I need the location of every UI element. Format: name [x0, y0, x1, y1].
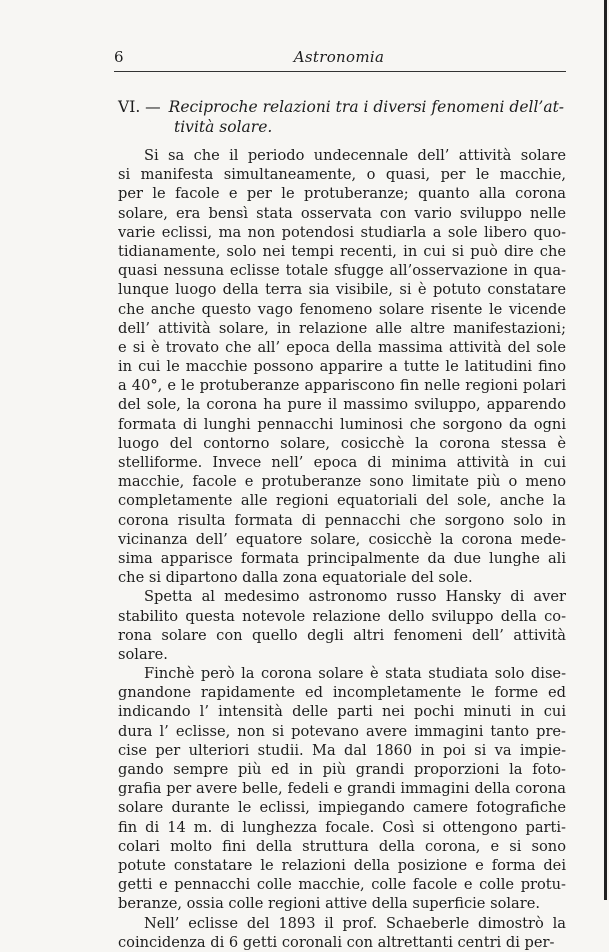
section-number: VI. —: [118, 98, 161, 116]
text-line: stabilito questa notevole relazione dello sviluppo della co-: [118, 607, 566, 625]
text-line: si manifesta simultaneamente, o quasi, per le macchie,: [118, 166, 566, 184]
text-line: che anche questo vago fenomeno solare risente le vicende: [118, 300, 566, 318]
text-line: beranze, ossia colle regioni attive della superficie solare.: [118, 895, 540, 913]
text-line: gnandone rapidamente ed incompletamente le forme ed: [118, 684, 566, 702]
text-line: dell’ attività solare, in relazione alle altre manifestazioni;: [118, 319, 566, 337]
text-line: macchie, facole e protuberanze sono limitate più o meno: [118, 473, 566, 491]
text-line: del sole, la corona ha pure il massimo sviluppo, apparendo: [118, 396, 566, 414]
text-line: colari molto fini della struttura della corona, e si sono: [118, 837, 566, 855]
section-heading: [118, 97, 566, 137]
text-line: che si dipartono dalla zona equatoriale del sole.: [118, 569, 473, 587]
text-line: e si è trovato che all’ epoca della massima attività del sole: [118, 338, 566, 356]
text-line: formata di lunghi pennacchi luminosi che sorgono da ogni: [118, 415, 566, 433]
text-line: completamente alle regioni equatoriali del sole, anche la: [118, 492, 566, 510]
text-line: gando sempre più ed in più grandi proporzioni la foto-: [118, 761, 566, 778]
text-line: vicinanza dell’ equatore solare, cosicchè la corona mede-: [118, 530, 566, 548]
text-line: a 40°, e le protuberanze appariscono fin nelle regioni polari: [118, 377, 566, 395]
paragraph: [118, 914, 566, 952]
text-line: Nell’ eclisse del 1893 il prof. Schaeberle dimostrò la: [144, 914, 566, 932]
paragraph: [118, 664, 566, 913]
paragraph: [118, 587, 566, 664]
page-edge: [604, 0, 607, 900]
text-line: sima apparisce formata principalmente da due lunghe ali: [118, 549, 566, 567]
text-line: potute constatare le relazioni della posizione e forma dei: [118, 856, 566, 874]
text-line: per le facole e per le protuberanze; quanto alla corona: [118, 185, 566, 203]
text-line: solare, era bensì stata osservata con vario sviluppo nelle: [118, 204, 566, 222]
running-title: Astronomia: [293, 48, 385, 66]
text-line: cise per ulteriori studii. Ma dal 1860 in poi si va impie-: [118, 741, 566, 759]
text-line: in cui le macchie possono apparire a tutte le latitudini fino: [118, 358, 566, 376]
text-line: varie eclissi, ma non potendosi studiarla a sole libero quo-: [118, 223, 566, 241]
page-number: 6: [114, 48, 124, 66]
text-line: getti e pennacchi colle macchie, colle facole e colle protu-: [118, 876, 566, 894]
body-text: [118, 146, 566, 952]
text-line: Si sa che il periodo undecennale dell’ attività solare: [144, 147, 566, 164]
text-line: rona solare con quello degli altri fenomeni dell’ attività: [118, 626, 566, 644]
text-line: coincidenza di 6 getti coronali con altrettanti centri di per-: [118, 933, 555, 951]
text-line: stelliforme. Invece nell’ epoca di minima attività in cui: [118, 454, 566, 471]
text-line: solare.: [118, 645, 168, 663]
paragraph: [118, 146, 566, 587]
text-line: grafia per avere belle, fedeli e grandi immagini della corona: [118, 780, 566, 798]
text-line: corona risulta formata di pennacchi che sorgono solo in: [118, 511, 566, 529]
text-line: tidianamente, solo nei tempi recenti, in cui si può dire che: [118, 242, 566, 260]
text-line: quasi nessuna eclisse totale sfugge all’osservazione in qua-: [118, 262, 566, 280]
text-line: indicando l’ intensità delle parti nei pochi minuti in cui: [118, 703, 566, 721]
text-line: Spetta al medesimo astronomo russo Hansky di aver: [144, 588, 566, 606]
text-line: Finchè però la corona solare è stata studiata solo dise-: [144, 665, 566, 683]
text-line: fin di 14 m. di lunghezza focale. Così si ottengono parti-: [118, 818, 566, 836]
section-title-line1: Reciproche relazioni tra i diversi fenomeni dell’at-: [168, 98, 565, 116]
text-line: dura l’ eclisse, non si potevano avere immagini tanto pre-: [118, 722, 566, 740]
text-line: lunque luogo della terra sia visibile, si è potuto constatare: [118, 281, 566, 299]
section-title-line2: tività solare.: [174, 118, 273, 136]
header-rule: [114, 71, 566, 72]
text-line: luogo del contorno solare, cosicchè la corona stessa è: [118, 434, 566, 452]
text-line: solare durante le eclissi, impiegando camere fotografiche: [118, 799, 566, 817]
